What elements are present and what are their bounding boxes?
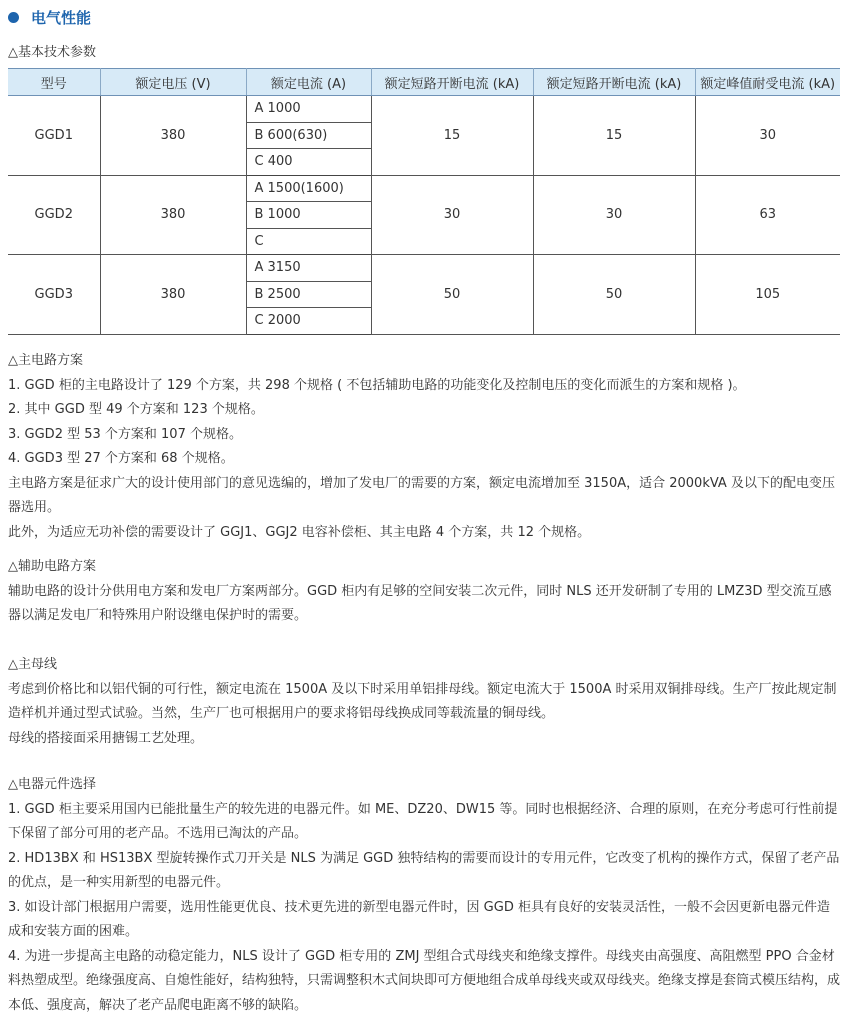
paragraph: 1. GGD 柜主要采用国内已能批量生产的较先进的电器元件。如 ME、DZ20、DW15 等。同时也根据经济、合理的原则，在充分考虑可行性前提下保留了部分可用的老产品。不选用已淘汰的产品。: [8, 801, 838, 841]
cell-model: GGD1: [8, 96, 100, 176]
paragraph: 主电路方案是征求广大的设计使用部门的意见选编的，增加了发电厂的需要的方案，额定电流增加至 3150A，适合 2000kVA 及以下的配电变压器选用。: [8, 475, 835, 515]
main-circuit-section: [8, 349, 842, 545]
page-title: 电气性能: [31, 8, 92, 27]
bullet-dot-icon: [8, 12, 19, 23]
cell-voltage: 380: [100, 96, 246, 176]
cell-model: GGD3: [8, 255, 100, 335]
cell-voltage: 380: [100, 255, 246, 335]
section-heading: △主母线: [8, 657, 57, 672]
table-row: [8, 255, 840, 282]
table-heading: △基本技术参数: [8, 45, 96, 60]
busbar-section: [8, 653, 842, 751]
paragraph: 1. GGD 柜的主电路设计了 129 个方案，共 298 个规格 ( 不包括辅助电路的功能变化及控制电压的变化而派生的方案和规格 )。: [8, 377, 746, 393]
components-section: [8, 773, 842, 1018]
cell-break-current-2: 30: [533, 175, 695, 255]
paragraph: 2. 其中 GGD 型 49 个方案和 123 个规格。: [8, 402, 264, 417]
col-header-voltage: 额定电压 (V): [100, 69, 246, 96]
col-header-peak-current: 额定峰值耐受电流 (kA): [695, 69, 840, 96]
cell-current: B 1000: [246, 202, 371, 229]
cell-break-current-2: 15: [533, 96, 695, 176]
paragraph: 此外，为适应无功补偿的需要设计了 GGJ1、GGJ2 电容补偿柜、其主电路 4 个方案，共 12 个规格。: [8, 524, 591, 540]
cell-current: B 2500: [246, 281, 371, 308]
section-title-row: [8, 6, 91, 28]
cell-break-current-1: 15: [371, 96, 533, 176]
aux-circuit-section: [8, 555, 842, 629]
paragraph: 考虑到价格比和以铝代铜的可行性，额定电流在 1500A 及以下时采用单铝排母线。额定电流大于 1500A 时采用双铜排母线。生产厂按此规定制造样机并通过型式试验。当然，生产厂也可根据用户的要求将铝母线换成同等载流量的铜母线。: [8, 681, 837, 721]
col-header-break-current-1: 额定短路开断电流 (kA): [371, 69, 533, 96]
paragraph: 4. GGD3 型 27 个方案和 68 个规格。: [8, 451, 234, 466]
cell-break-current-1: 50: [371, 255, 533, 335]
table-header-row: [8, 69, 840, 96]
col-header-break-current-2: 额定短路开断电流 (kA): [533, 69, 695, 96]
paragraph: 辅助电路的设计分供用电方案和发电厂方案两部分。GGD 柜内有足够的空间安装二次元件，同时 NLS 还开发研制了专用的 LMZ3D 型交流互感器以满足发电厂和特殊用户附设继电保护时的需要。: [8, 583, 832, 623]
cell-current: A 1500(1600): [246, 175, 371, 202]
cell-current: C 400: [246, 149, 371, 176]
cell-break-current-2: 50: [533, 255, 695, 335]
cell-break-current-1: 30: [371, 175, 533, 255]
col-header-model: 型号: [8, 69, 100, 96]
section-heading: △主电路方案: [8, 353, 83, 368]
cell-current: A 1000: [246, 96, 371, 123]
cell-model: GGD2: [8, 175, 100, 255]
cell-voltage: 380: [100, 175, 246, 255]
cell-peak-current: 30: [695, 96, 840, 176]
section-heading: △电器元件选择: [8, 777, 96, 792]
paragraph: 3. 如设计部门根据用户需要，选用性能更优良、技术更先进的新型电器元件时，因 GGD 柜具有良好的安装灵活性，一般不会因更新电器元件造成和安装方面的困难。: [8, 899, 830, 939]
paragraph: 3. GGD2 型 53 个方案和 107 个规格。: [8, 426, 242, 442]
cell-peak-current: 105: [695, 255, 840, 335]
table-row: [8, 96, 840, 123]
paragraph: 2. HD13BX 和 HS13BX 型旋转操作式刀开关是 NLS 为满足 GGD 独特结构的需要而设计的专用元件，它改变了机构的操作方式，保留了老产品的优点，是一种实用新型的电器元件。: [8, 850, 840, 890]
cell-current: B 600(630): [246, 122, 371, 149]
parameter-table: [8, 68, 840, 335]
col-header-current: 额定电流 (A): [246, 69, 371, 96]
paragraph: 母线的搭接面采用搪锡工艺处理。: [8, 730, 204, 746]
cell-peak-current: 63: [695, 175, 840, 255]
cell-current: A 3150: [246, 255, 371, 282]
paragraph: 4. 为进一步提高主电路的动稳定能力，NLS 设计了 GGD 柜专用的 ZMJ 型组合式母线夹和绝缘支撑件。母线夹由高强度、高阻燃型 PPO 合金材料热塑成型。绝缘强度高、自熄性能好，结构独特，只需调整积木式间块即可方便地组合成单母线夹或双母线夹。绝缘支撑是套筒式模压结构，成本低、强度高，解决了老产品爬电距离不够的缺陷。: [8, 948, 841, 1013]
cell-current: C: [246, 228, 371, 255]
cell-current: C 2000: [246, 308, 371, 335]
table-row: [8, 175, 840, 202]
section-heading: △辅助电路方案: [8, 559, 96, 574]
